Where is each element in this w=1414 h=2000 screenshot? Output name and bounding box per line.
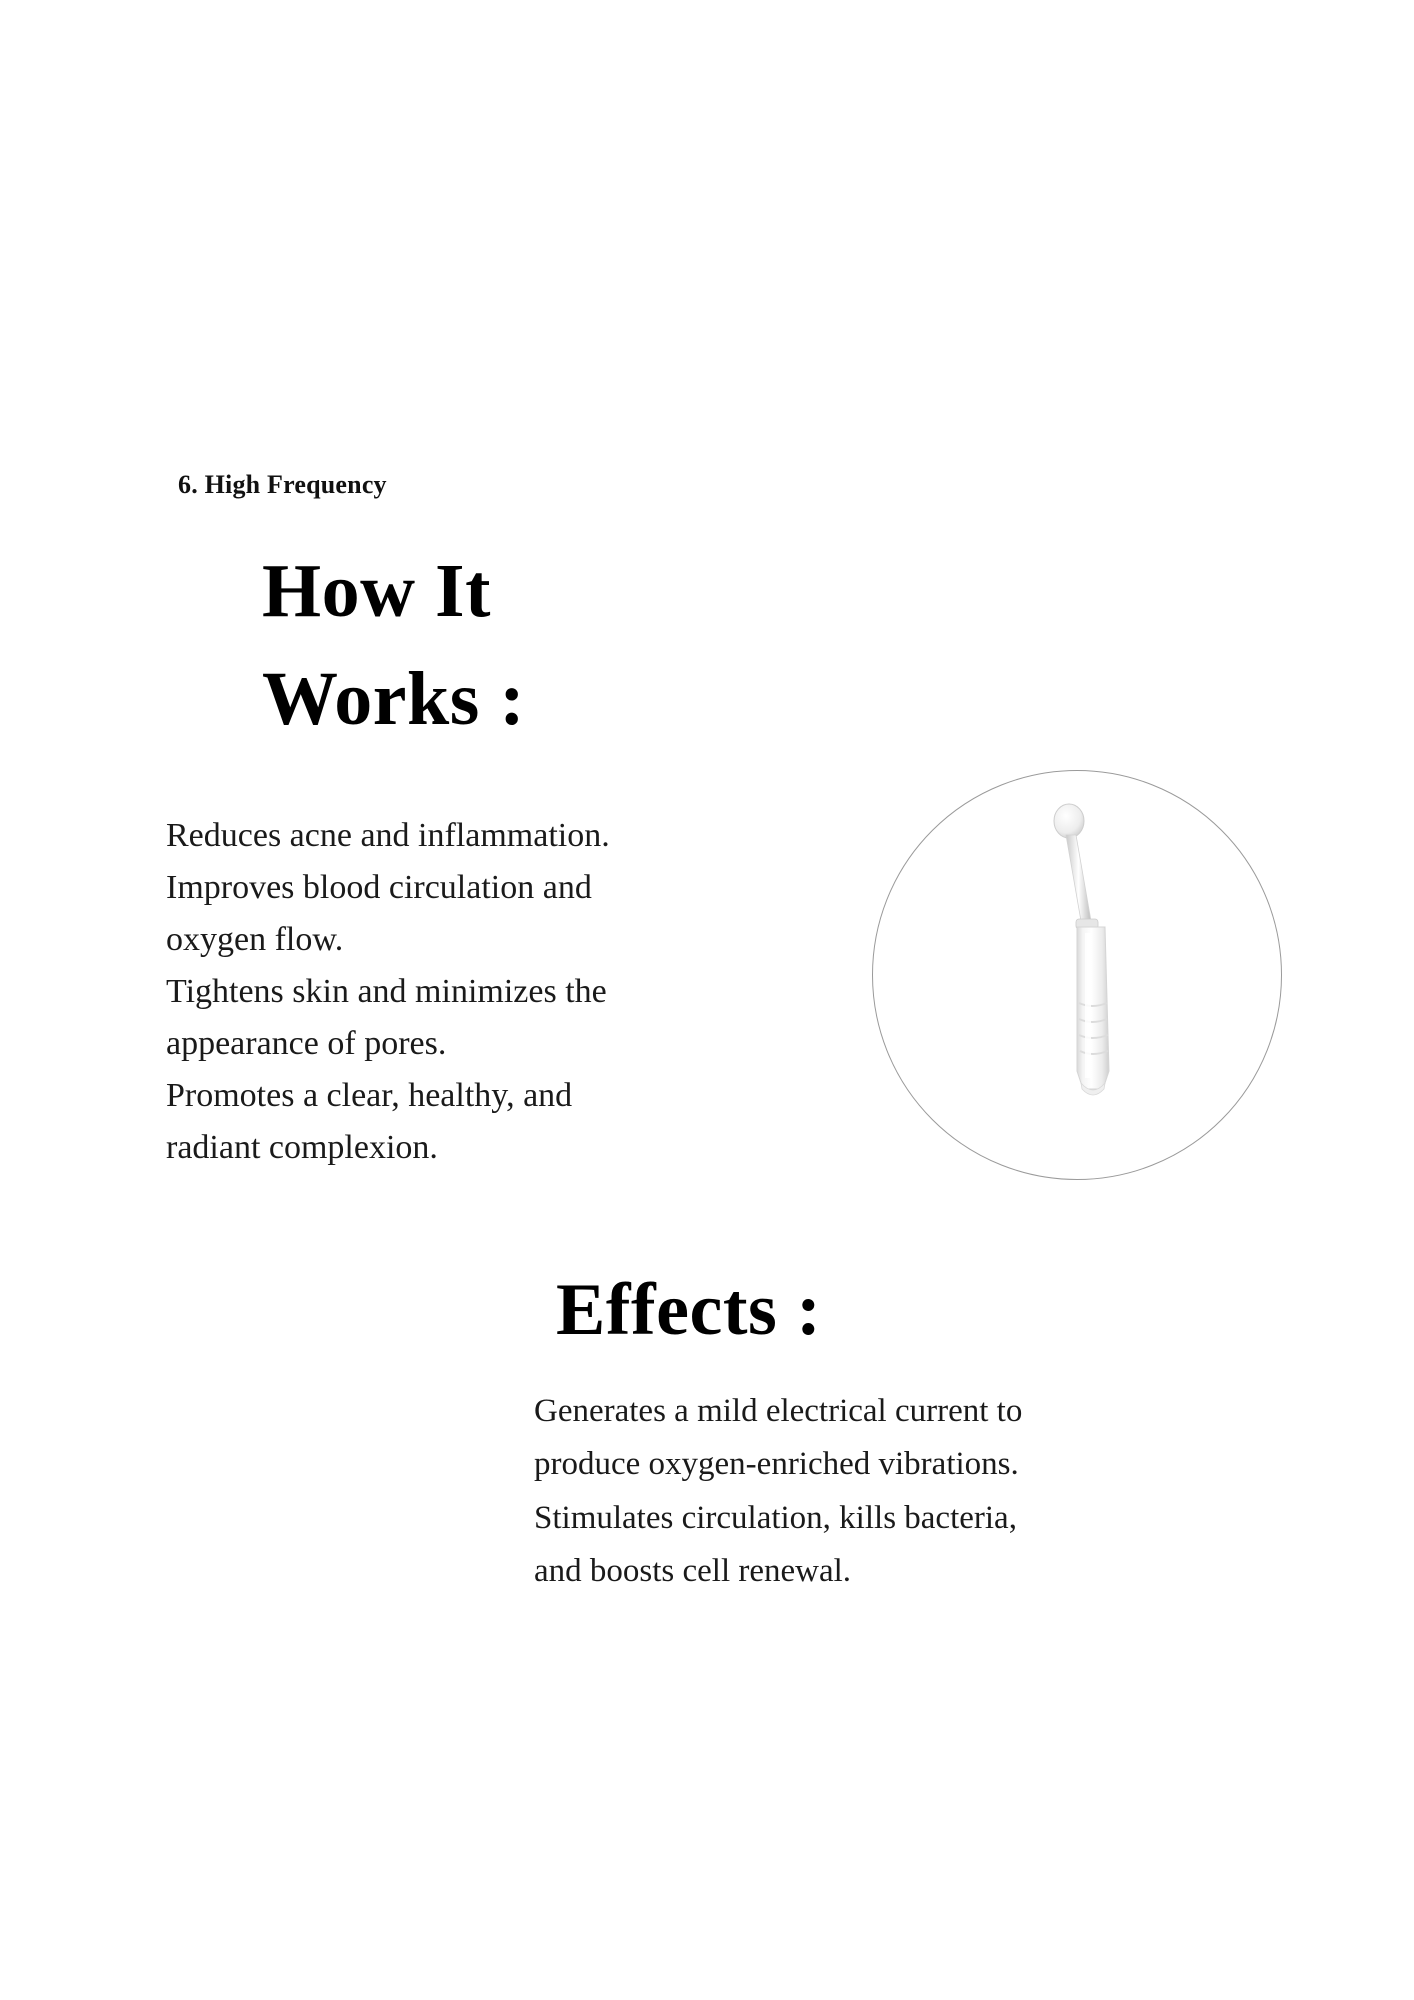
heading-line-2: Works : xyxy=(262,656,526,741)
paragraph-line: Tightens skin and minimizes the xyxy=(166,973,607,1011)
paragraph-line: produce oxygen-enriched vibrations. xyxy=(534,1446,1019,1483)
paragraph-line: Generates a mild electrical current to xyxy=(534,1393,1023,1429)
paragraph-line: Stimulates circulation, kills bacteria, xyxy=(534,1499,1017,1536)
paragraph-line: radiant complexion. xyxy=(166,1129,438,1167)
effects-paragraph xyxy=(534,1385,1254,1599)
paragraph-line: Promotes a clear, healthy, and xyxy=(166,1077,573,1115)
paragraph-line: Improves blood circulation and xyxy=(166,869,592,907)
how-it-works-paragraph xyxy=(166,810,806,1174)
page-title-effects: Effects : xyxy=(556,1269,822,1351)
heading-line-1: How It xyxy=(262,549,491,633)
paragraph-line: oxygen flow. xyxy=(166,921,344,959)
product-image-high-frequency-wand xyxy=(872,770,1282,1180)
section-label: 6. High Frequency xyxy=(178,470,387,499)
high-frequency-wand-icon xyxy=(873,771,1281,1179)
paragraph-line: Reduces acne and inflammation. xyxy=(166,817,610,854)
paragraph-line: and boosts cell renewal. xyxy=(534,1553,852,1590)
paragraph-line: appearance of pores. xyxy=(166,1025,447,1063)
page-title-how-it-works xyxy=(262,538,682,754)
